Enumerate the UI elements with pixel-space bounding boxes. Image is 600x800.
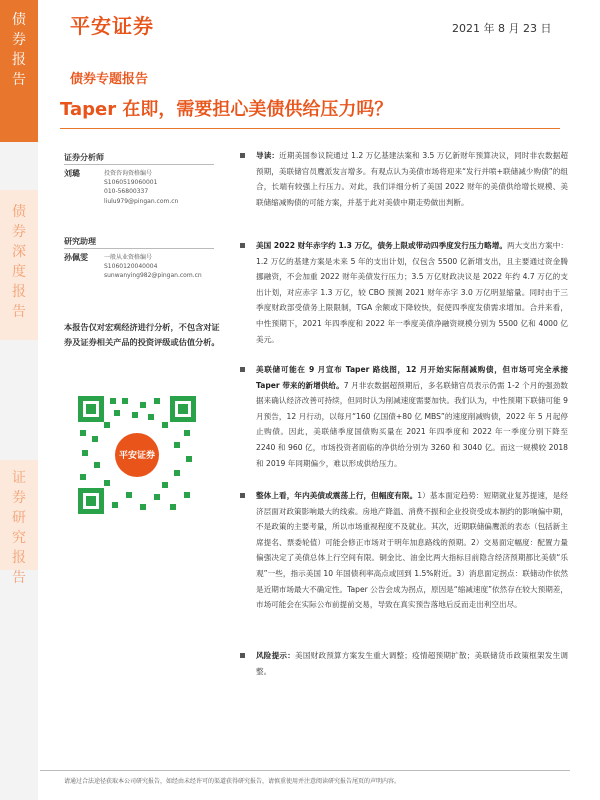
side-char: 证 bbox=[12, 470, 26, 486]
side-char: 深 bbox=[12, 244, 26, 260]
qr-logo-label: 平安证券 bbox=[118, 451, 156, 461]
side-char: 告 bbox=[12, 72, 26, 88]
analyst-email: liulu979@pingan.com.cn bbox=[104, 197, 179, 205]
divider bbox=[64, 248, 214, 249]
divider bbox=[64, 164, 214, 165]
footer-notice: 请通过合法途径获取本公司研究报告，如经由未经许可的渠道获得研究报告，请慎重使用并注意阅读研究报告尾页的声明内容。 bbox=[64, 778, 401, 785]
bullet-outlook bbox=[238, 488, 568, 613]
side-banner-block-bond-report bbox=[0, 0, 38, 142]
side-char: 告 bbox=[12, 570, 26, 586]
bullet-square-icon bbox=[240, 243, 245, 248]
assistant-email: sunwanying982@pingan.com.cn bbox=[104, 272, 202, 280]
bullet-lead: 整体上看，年内美债或震荡上行，但幅度有限。 bbox=[256, 491, 418, 500]
side-char: 报 bbox=[12, 284, 26, 300]
bullet-lead: 风险提示： bbox=[256, 651, 296, 660]
report-date: 2021 年 8 月 23 日 bbox=[452, 22, 552, 35]
side-char: 报 bbox=[12, 52, 26, 68]
side-char: 究 bbox=[12, 530, 26, 546]
bullet-text: 美国财政预算方案发生重大调整；疫情超预期扩散；美联储货币政策框架发生调整。 bbox=[256, 651, 569, 676]
bullet-square-icon bbox=[240, 367, 245, 372]
logo-text: 平安证券 bbox=[70, 14, 154, 38]
side-banner-block-research bbox=[0, 460, 38, 586]
side-char: 债 bbox=[12, 12, 26, 28]
analyst-cert-number: S1060519060001 bbox=[104, 179, 158, 187]
bullet-text: 两大支出方案中：1.2 万亿的基建方案是未来 5 年的支出计划，仅包含 5500 亿新增支出，且主要通过资金腾挪融资，不会加重 2022 财年美债发行压力；3.5 万亿财政决议是 2022 年约 4.7 万亿的支出计划，对应赤字 1.3 万亿，较 CBO 预测 2021 财年赤字 3.0 万亿明显缩量。同时由于三季度财政部受债务上限限制，TGA 余额或下降较快，促使四季度发债需求增加。合并来看，中性预期下，2021 年四季度和 2022 年一季度美债净融资规模分别为 5500 亿和 4000 亿美元。 bbox=[256, 241, 568, 344]
page-title: Taper 在即，需要担心美债供给压力吗？ bbox=[60, 99, 393, 120]
side-char: 研 bbox=[12, 510, 26, 526]
report-type: 债券专题报告 bbox=[70, 72, 149, 87]
analyst-heading: 证券分析师 bbox=[64, 153, 104, 162]
bullet-deficit bbox=[238, 238, 568, 347]
bullet-square-icon bbox=[240, 653, 245, 658]
assistant-heading: 研究助理 bbox=[64, 237, 96, 246]
side-char: 度 bbox=[12, 264, 26, 280]
bullet-taper bbox=[238, 362, 568, 471]
bullet-text: 1）基本面定趋势：短期就业复苏提速，是经济层面对政策影响最大的线索。房地产降温、消费不振和企业投资受成本制约的影响偏中期，不是政策的主要考量，所以市场重视程度不及就业。其次，近期联储偏鹰派的表态（包括新主席提名、票委轮值）可能会修正市场对于明年加息路线的预期。2）交易面定幅度：配置力量偏强决定了美债总体上行空间有限。铜金比、油金比两大指标目前隐含经济预期都比美债“乐观”一些，指示美国 10 年国债利率高点或回到 1.5%附近。3）消息面定拐点：联储动作依然是近期市场最大不确定性。Taper 公告会成为拐点，原因是“缩减速度”依然存在较大预期差，市场可能会在实际公布前提前交易，导致在真实预告落地后反而走出利空出尽。 bbox=[256, 491, 568, 610]
side-char: 报 bbox=[12, 550, 26, 566]
company-logo bbox=[70, 10, 154, 39]
analyst-name: 刘璐 bbox=[64, 169, 80, 178]
bullet-lead: 美国 2022 财年赤字约 1.3 万亿，债务上限或带动四季度发行压力略增。 bbox=[256, 241, 508, 250]
side-char: 券 bbox=[12, 32, 26, 48]
bullet-square-icon bbox=[240, 153, 245, 158]
bullet-text: 近期美国参议院通过 1.2 万亿基建法案和 3.5 万亿新财年预算决议，同时非农数据超预期，美联储官员鹰派发言增多。有观点认为美债市场将迎来“发行并喷+联储减少购债”的组合，长端有较强上行压力。对此，我们详细分析了美国 2022 财年的美债供给增长规模、美联储缩减购债的可能方案，并基于此对美债中期走势做出判断。 bbox=[256, 151, 568, 207]
analyst-phone: 010-56800337 bbox=[104, 188, 149, 196]
bullet-risk bbox=[238, 648, 568, 679]
assistant-name: 孙佩雯 bbox=[64, 253, 88, 262]
assistant-cert-label: 一般从业资格编号 bbox=[104, 254, 153, 261]
side-banner-block-in-depth bbox=[0, 190, 38, 340]
side-char: 券 bbox=[12, 490, 26, 506]
bullet-text: 7 月非农数据超预期后，多名联储官员表示仍需 1-2 个月的强劲数据来确认经济改善可持续，但同时认为削减速度需要加快。我们认为，中性预期下联储可能 9 月预告，12 月行动，以每月“160 亿国债+80 亿 MBS”的速度削减购债，2022 年 5 月起停止购债。因此，美联储季度国债购买量在 2021 年四季度和 2022 年一季度分别下降至 2240 和 960 亿，市场投资者面临的净供给分别为 3260 和 3040 亿。而这一规模较 2018 和 2019 年同期偏少，难以形成供给压力。 bbox=[256, 380, 568, 468]
side-char: 告 bbox=[12, 304, 26, 320]
side-char: 债 bbox=[12, 204, 26, 220]
bullet-square-icon bbox=[240, 493, 245, 498]
analyst-cert-label: 投资咨询资格编号 bbox=[104, 170, 153, 177]
footer-divider bbox=[40, 770, 570, 771]
analyst-info bbox=[104, 169, 178, 206]
assistant-cert-number: S1060120040004 bbox=[104, 263, 158, 271]
side-char: 券 bbox=[12, 224, 26, 240]
qr-code bbox=[74, 392, 200, 518]
analysis-disclaimer: 本报告仅对宏观经济进行分析，不包含对证券及证券相关产品的投资评级或估值分析。 bbox=[64, 322, 220, 347]
bullet-lead: 美联储可能在 9 月宣布 Taper 路线图，12 月开始实际削减购债，但市场可完全承接 Taper 带来的新增供给。 bbox=[256, 365, 568, 390]
title-divider bbox=[60, 128, 560, 129]
assistant-info bbox=[104, 253, 202, 281]
bullet-lead: 导读： bbox=[256, 151, 280, 160]
bullet-intro bbox=[238, 148, 568, 210]
side-banner bbox=[0, 0, 38, 800]
